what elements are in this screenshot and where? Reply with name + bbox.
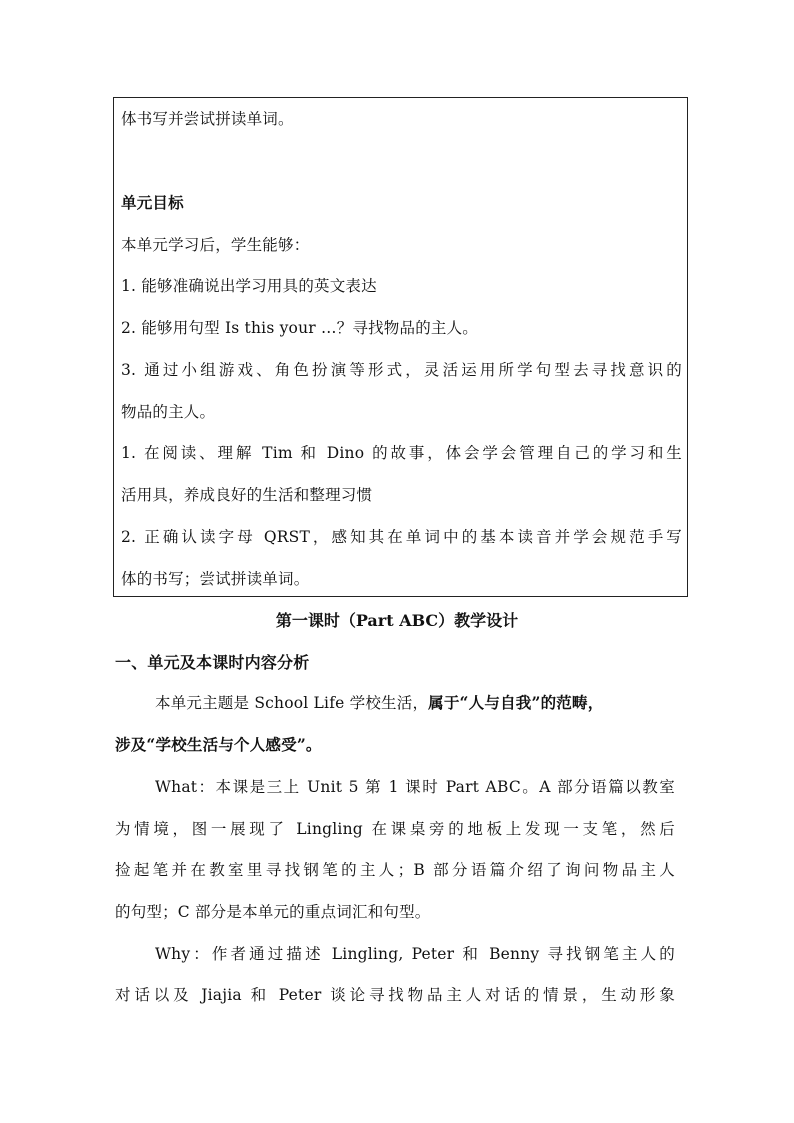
paragraph-2-line2: 为情境，图一展现了 Lingling 在课桌旁的地板上发现一支笔，然后 <box>115 820 675 838</box>
unit-goals-heading: 单元目标 <box>121 193 184 212</box>
goal-item-4-line1: 1. 在阅读、理解 Tim 和 Dino 的故事，体会学会管理自己的学习和生 <box>121 444 682 462</box>
paragraph-1-emphasis: 属于“人与自我”的范畴， <box>428 693 604 712</box>
goal-item-5-line2: 体的书写；尝试拼读单词。 <box>121 570 310 588</box>
unit-goals-table-cell <box>113 97 688 597</box>
goal-item-3-line1: 3. 通过小组游戏、角色扮演等形式，灵活运用所学句型去寻找意识的 <box>121 361 682 379</box>
goal-item-4-line2: 活用具，养成良好的生活和整理习惯 <box>121 486 373 504</box>
lesson-title: 第一课时（Part ABC）教学设计 <box>275 611 519 630</box>
paragraph-1-line1 <box>155 691 603 713</box>
goal-item-1: 1. 能够准确说出学习用具的英文表达 <box>121 277 377 295</box>
paragraph-1-text: 本单元主题是 School Life 学校生活， <box>155 694 429 712</box>
paragraph-3-line2: 对话以及 Jiajia 和 Peter 谈论寻找物品主人对话的情景，生动形象 <box>115 986 675 1004</box>
goal-item-3-line2: 物品的主人。 <box>121 403 216 421</box>
box-intro-line: 体书写并尝试拼读单词。 <box>121 110 294 128</box>
paragraph-1-line2: 涉及“学校生活与个人感受”。 <box>115 735 322 754</box>
goal-item-5-line1: 2. 正确认读字母 QRST，感知其在单词中的基本读音并学会规范手写 <box>121 528 682 546</box>
unit-goals-lead: 本单元学习后，学生能够： <box>121 236 310 254</box>
goal-item-2: 2. 能够用句型 Is this your …？寻找物品的主人。 <box>121 319 479 337</box>
paragraph-3-line1: Why：作者通过描述 Lingling, Peter 和 Benny 寻找钢笔主人的 <box>155 945 675 963</box>
paragraph-2-line3: 捡起笔并在教室里寻找钢笔的主人；B 部分语篇介绍了询问物品主人 <box>115 861 675 879</box>
paragraph-2-line4: 的句型；C 部分是本单元的重点词汇和句型。 <box>115 903 431 921</box>
section-heading: 一、单元及本课时内容分析 <box>115 653 310 672</box>
paragraph-2-line1: What：本课是三上 Unit 5 第 1 课时 Part ABC。A 部分语篇以教室 <box>155 778 675 796</box>
